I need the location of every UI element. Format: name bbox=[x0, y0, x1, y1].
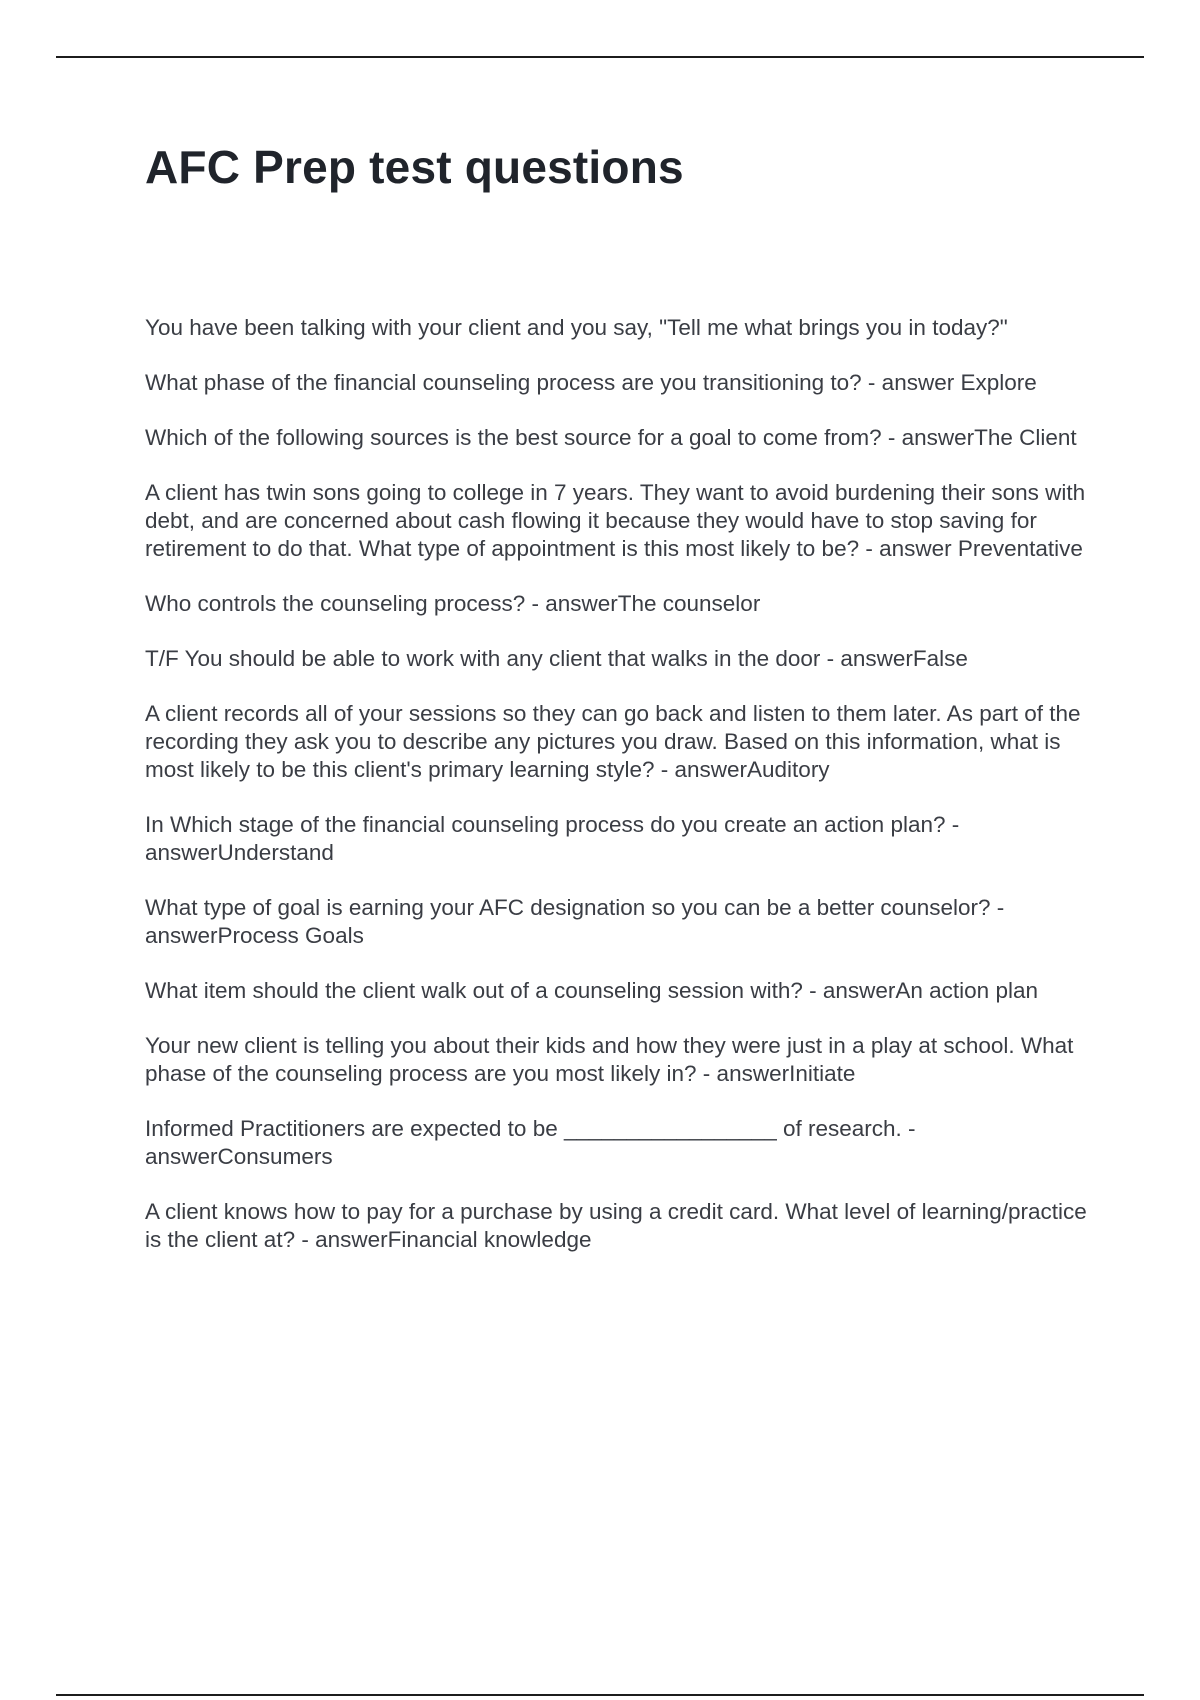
question-item: What phase of the financial counseling process are you transitioning to? - answer Explore bbox=[145, 370, 1037, 395]
top-rule bbox=[56, 56, 1144, 58]
question-item: Informed Practitioners are expected to be _________________ of research. - answerConsumers bbox=[145, 1116, 916, 1169]
question-item: T/F You should be able to work with any client that walks in the door - answerFalse bbox=[145, 646, 968, 671]
document-body bbox=[145, 140, 1090, 1281]
question-item: You have been talking with your client and you say, "Tell me what brings you in today?" bbox=[145, 315, 1008, 340]
question-item: A client records all of your sessions so they can go back and listen to them later. As part of the recording they ask you to describe any pictures you draw. Based on this information, what is most likely to be this client's primary learning style? - answerAuditory bbox=[145, 701, 1081, 782]
bottom-rule bbox=[56, 1694, 1144, 1696]
document-title: AFC Prep test questions bbox=[145, 141, 684, 193]
question-item: What type of goal is earning your AFC designation so you can be a better counselor? - answerProcess Goals bbox=[145, 895, 1005, 948]
question-item: A client has twin sons going to college in 7 years. They want to avoid burdening their sons with debt, and are concerned about cash flowing it because they would have to stop saving for retirement to do that. What type of appointment is this most likely to be? - answer Preventative bbox=[145, 480, 1086, 561]
question-item: A client knows how to pay for a purchase by using a credit card. What level of learning/practice is the client at? - answerFinancial knowledge bbox=[145, 1199, 1087, 1252]
question-item: What item should the client walk out of a counseling session with? - answerAn action plan bbox=[145, 978, 1038, 1003]
question-item: Your new client is telling you about their kids and how they were just in a play at school. What phase of the counseling process are you most likely in? - answerInitiate bbox=[145, 1033, 1074, 1086]
question-list bbox=[145, 314, 1090, 1254]
question-item: In Which stage of the financial counseling process do you create an action plan? - answerUnderstand bbox=[145, 812, 960, 865]
question-item: Who controls the counseling process? - answerThe counselor bbox=[145, 591, 761, 616]
question-item: Which of the following sources is the best source for a goal to come from? - answerThe Client bbox=[145, 425, 1077, 450]
